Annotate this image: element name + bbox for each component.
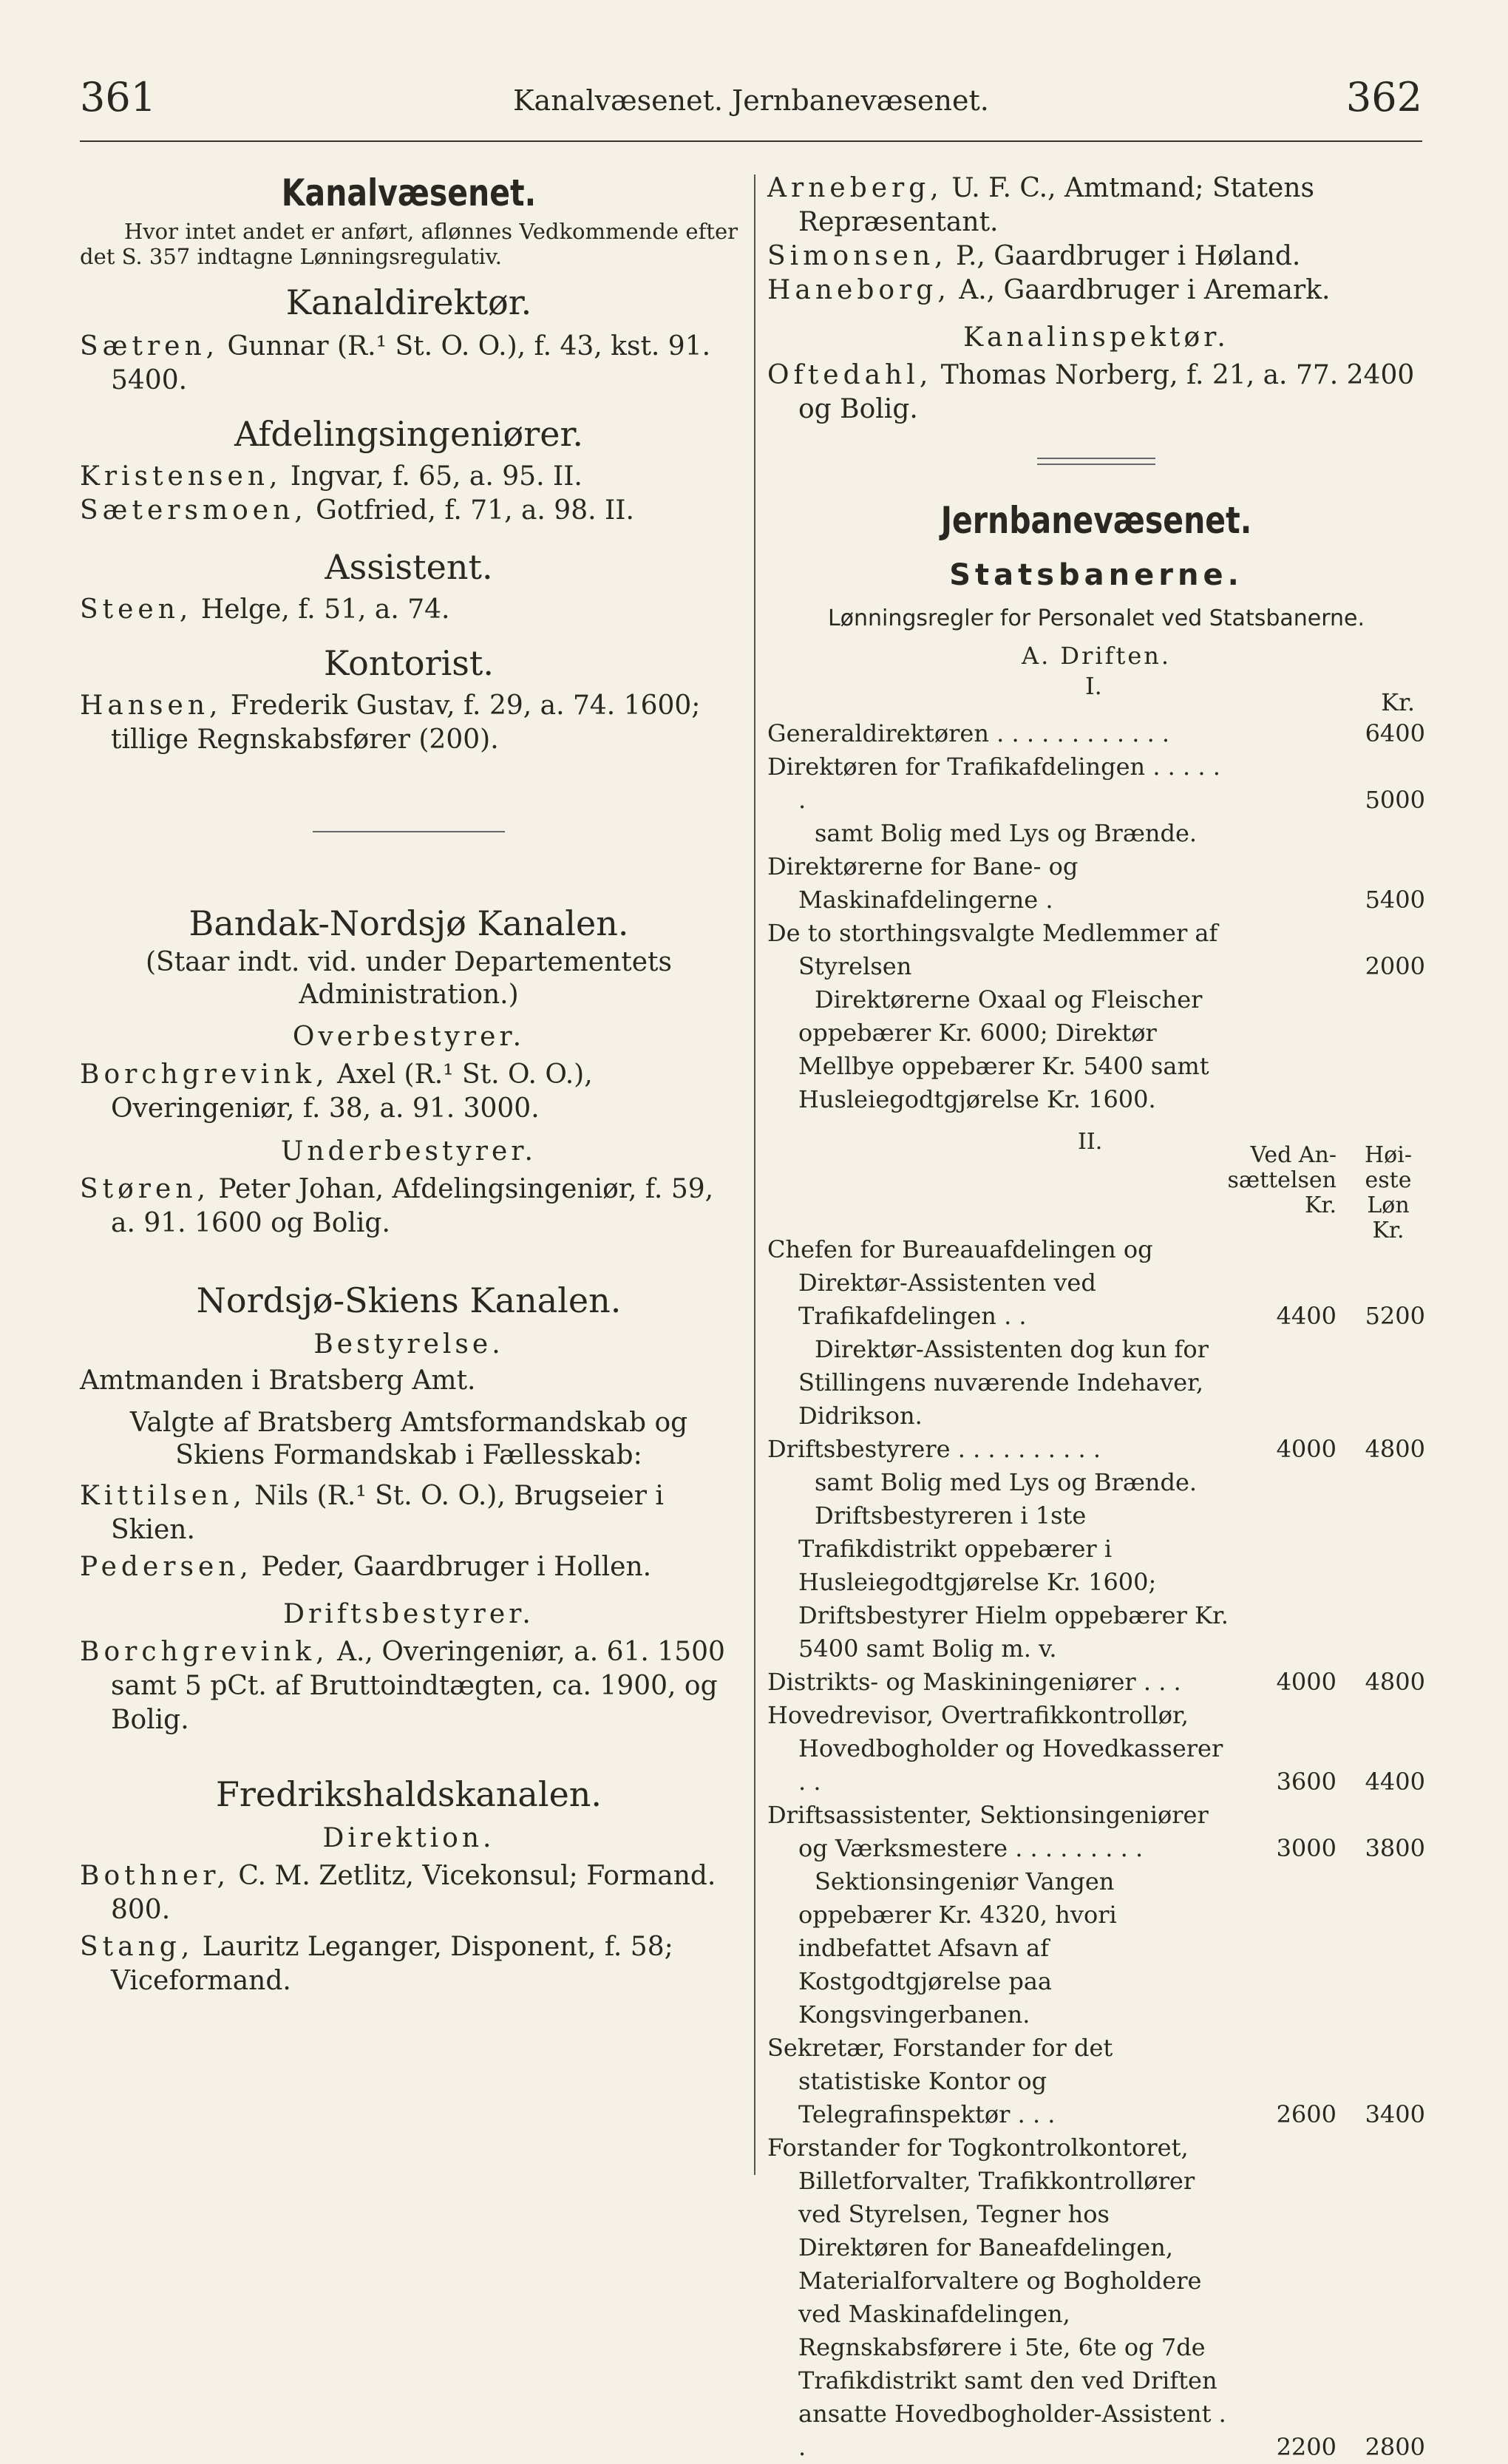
heading-statsbanerne: Statsbanerne. — [949, 558, 1243, 592]
col-hoieste-lon: Høi- este Løn Kr. — [1365, 1142, 1412, 1243]
pay-label: De to storthingsvalgte Medlemmer af Styrelsen — [767, 919, 1218, 980]
pay-row — [767, 1666, 1425, 1699]
pay-note: Sektionsingeniør Vangen oppebærer Kr. 4320, hvori indbefattet Afsavn af Kostgodtgjørelse paa Kongsvingerbanen. — [798, 1867, 1117, 2029]
pay-label: Sekretær, Forstander for det statistiske Kontor og Telegrafinspektør . . . — [767, 2034, 1113, 2128]
heading-driften: A. Driften. — [1021, 642, 1172, 670]
heading-kanalinspektor: Kanalinspektør. — [963, 322, 1229, 353]
pay-row — [767, 1433, 1425, 1466]
page-header — [80, 74, 1422, 133]
entry-kittilsen: Kittilsen, Nils (R.¹ St. O. O.), Brugseier i Skien. — [80, 1481, 664, 1545]
pay-note: Direktør-Assistenten dog kun for Stillingens nuværende Indehaver, Didrikson. — [798, 1335, 1209, 1430]
pay-table-2 — [767, 1130, 1425, 2464]
heading-assistent: Assistent. — [325, 547, 493, 587]
section-title-kanalvaesenet: Kanalvæsenet. — [281, 172, 537, 214]
heading-underbestyrer: Underbestyrer. — [281, 1136, 537, 1167]
left-column — [80, 172, 738, 1998]
pay-max-value: 2800 — [1365, 2433, 1425, 2461]
heading-lonningsregler: Lønningsregler for Personalet ved Statsbanerne. — [827, 605, 1365, 631]
section-title-jernbanevaesenet: Jernbanevæsenet. — [940, 499, 1252, 542]
pay-start-value: 2200 — [1276, 2433, 1337, 2461]
entry-hansen: Hansen, Frederik Gustav, f. 29, a. 74. 1600; tillige Regnskabsfører (200). — [80, 690, 701, 755]
col-ved-ansaettelsen: Ved An- sættelsen Kr. — [1227, 1142, 1337, 1218]
heading-direktion: Direktion. — [322, 1823, 495, 1853]
kr-label: Kr. — [1381, 688, 1415, 716]
kanal-note: Hvor intet andet er anført, aflønnes Vedkommende efter det S. 357 indtagne Lønningsregulativ. — [80, 219, 738, 269]
roman-i: I. — [1085, 672, 1102, 700]
pay-max-value: 5200 — [1365, 1302, 1425, 1330]
pay-note: samt Bolig med Lys og Brænde. — [815, 819, 1198, 847]
pay-label: Direktørerne for Bane- og Maskinafdelingerne . — [767, 852, 1079, 914]
entry-bothner: Bothner, C. M. Zetlitz, Vicekonsul; Formand. 800. — [80, 1861, 716, 1925]
pay-label: Forstander for Togkontrolkontoret, Billetforvalter, Trafikkontrollører ved Styrelsen, Tegner hos Direktøren for Baneafdelingen, Materialforvaltere og Bogholdere ved Maskinafdelingen, Regnskabsførere i 5te, 6te og 7de Trafikdistrikt samt den ved Driften ansatte Hovedbogholder-Assistent . . — [767, 2134, 1226, 2461]
right-column — [767, 172, 1425, 2464]
pay-table-1-head — [767, 670, 1425, 717]
entry-saetren: Sætren, Gunnar (R.¹ St. O. O.), f. 43, kst. 91. 5400. — [80, 331, 711, 396]
pay-row — [767, 850, 1425, 917]
bandak-note: (Staar indt. vid. under Departementets Administration.) — [145, 947, 672, 1010]
page-number-right: 362 — [1345, 74, 1422, 121]
entry-haneborg: Haneborg, A., Gaardbruger i Aremark. — [767, 275, 1331, 305]
pay-max-value: 4400 — [1365, 1768, 1425, 1796]
entry-pedersen: Pedersen, Peder, Gaardbruger i Hollen. — [80, 1552, 652, 1582]
pay-row — [767, 1233, 1425, 1333]
entry-stang: Stang, Lauritz Leganger, Disponent, f. 58; Viceformand. — [80, 1932, 673, 1996]
pay-row — [767, 917, 1425, 983]
heading-overbestyrer: Overbestyrer. — [292, 1022, 526, 1052]
header-rule — [80, 140, 1422, 142]
pay-row — [767, 1699, 1425, 1799]
section-rule — [313, 831, 505, 832]
pay-start-value: 3600 — [1276, 1768, 1337, 1796]
pay-table-2-head — [767, 1129, 1425, 1243]
column-divider — [754, 174, 755, 2175]
section-title-bandak: Bandak-Nordsjø Kanalen. — [188, 903, 629, 943]
pay-value: 6400 — [1365, 719, 1425, 747]
roman-ii: II. — [1078, 1129, 1103, 1155]
pay-value: 2000 — [1365, 952, 1425, 980]
pay-max-value: 4800 — [1365, 1435, 1425, 1463]
pay-table-2-rows — [767, 1233, 1425, 2464]
pay-label: Generaldirektøren . . . . . . . . . . . . — [767, 719, 1170, 747]
pay-label: Driftsassistenter, Sektionsingeniører og Værksmestere . . . . . . . . . — [767, 1801, 1209, 1862]
pay-start-value: 2600 — [1276, 2100, 1337, 2128]
section-title-fredrikshald: Fredrikshaldskanalen. — [215, 1774, 602, 1814]
heading-kanaldirektor: Kanaldirektør. — [285, 282, 532, 322]
pay-max-value: 3400 — [1365, 2100, 1425, 2128]
entry-simonsen: Simonsen, P., Gaardbruger i Høland. — [767, 241, 1301, 271]
valgte-note: Valgte af Bratsberg Amtsformandskab og Skiens Formandskab i Fællesskab: — [129, 1408, 688, 1470]
pay-max-value: 4800 — [1365, 1668, 1425, 1696]
pay-row — [767, 1799, 1425, 1865]
entry-oftedahl: Oftedahl, Thomas Norberg, f. 21, a. 77. 2400 og Bolig. — [767, 360, 1415, 424]
running-title: Kanalvæsenet. Jernbanevæsenet. — [513, 84, 989, 117]
pay-table-1-rows — [767, 717, 1425, 1116]
heading-driftsbestyrer: Driftsbestyrer. — [283, 1599, 534, 1629]
pay-value: 5000 — [1365, 786, 1425, 814]
heading-kontorist: Kontorist. — [323, 643, 495, 683]
pay-note: Direktørerne Oxaal og Fleischer oppebærer Kr. 6000; Direktør Mellbye oppebærer Kr. 5400 samt Husleiegodtgjørelse Kr. 1600. — [798, 985, 1209, 1113]
pay-row — [767, 717, 1425, 750]
heading-afdelingsingeniorer: Afdelingsingeniører. — [234, 414, 584, 454]
pay-label: Distrikts- og Maskiningeniører . . . — [767, 1668, 1181, 1696]
pay-row — [767, 2032, 1425, 2131]
page-number-left: 361 — [80, 74, 157, 121]
entry-storen: Støren, Peter Johan, Afdelingsingeniør, f. 59, a. 91. 1600 og Bolig. — [80, 1174, 714, 1238]
pay-max-value: 3800 — [1365, 1834, 1425, 1862]
pay-start-value: 4000 — [1276, 1668, 1337, 1696]
pay-row — [767, 2131, 1425, 2464]
pay-label: Chefen for Bureauafdelingen og Direktør-Assistenten ved Trafikafdelingen . . — [767, 1235, 1153, 1330]
entry-arneberg: Arneberg, U. F. C., Amtmand; Statens Repræsentant. — [767, 173, 1314, 237]
entry-borchgrevink-axel: Borchgrevink, Axel (R.¹ St. O. O.), Overingeniør, f. 38, a. 91. 3000. — [80, 1059, 593, 1124]
entry-saetersmoen: Sætersmoen, Gotfried, f. 71, a. 98. II. — [80, 495, 634, 526]
pay-start-value: 3000 — [1276, 1834, 1337, 1862]
pay-label: Driftsbestyrere . . . . . . . . . . — [767, 1435, 1101, 1463]
pay-note: samt Bolig med Lys og Brænde. — [815, 1468, 1198, 1496]
section-double-rule — [1037, 458, 1155, 465]
pay-row — [767, 750, 1425, 817]
pay-table-1 — [767, 670, 1425, 1116]
pay-label: Hovedrevisor, Overtrafikkontrollør, Hovedbogholder og Hovedkasserer . . — [767, 1701, 1223, 1796]
pay-start-value: 4000 — [1276, 1435, 1337, 1463]
pay-label: Direktøren for Trafikafdelingen . . . . . . — [767, 753, 1220, 814]
entry-amtmanden: Amtmanden i Bratsberg Amt. — [80, 1365, 476, 1396]
pay-note: Driftsbestyreren i 1ste Trafikdistrikt oppebærer i Husleiegodtgjørelse Kr. 1600; Driftsbestyrer Hielm oppebærer Kr. 5400 samt Bolig m. v. — [798, 1501, 1229, 1663]
pay-start-value: 4400 — [1276, 1302, 1337, 1330]
entry-steen: Steen, Helge, f. 51, a. 74. — [80, 594, 450, 625]
entry-borchgrevink-a: Borchgrevink, A., Overingeniør, a. 61. 1500 samt 5 pCt. af Bruttoindtægten, ca. 1900, og Bolig. — [80, 1637, 725, 1735]
pay-value: 5400 — [1365, 886, 1425, 914]
heading-bestyrelse: Bestyrelse. — [313, 1329, 504, 1360]
entry-kristensen: Kristensen, Ingvar, f. 65, a. 95. II. — [80, 461, 583, 492]
section-title-nordsjo: Nordsjø-Skiens Kanalen. — [196, 1280, 622, 1320]
